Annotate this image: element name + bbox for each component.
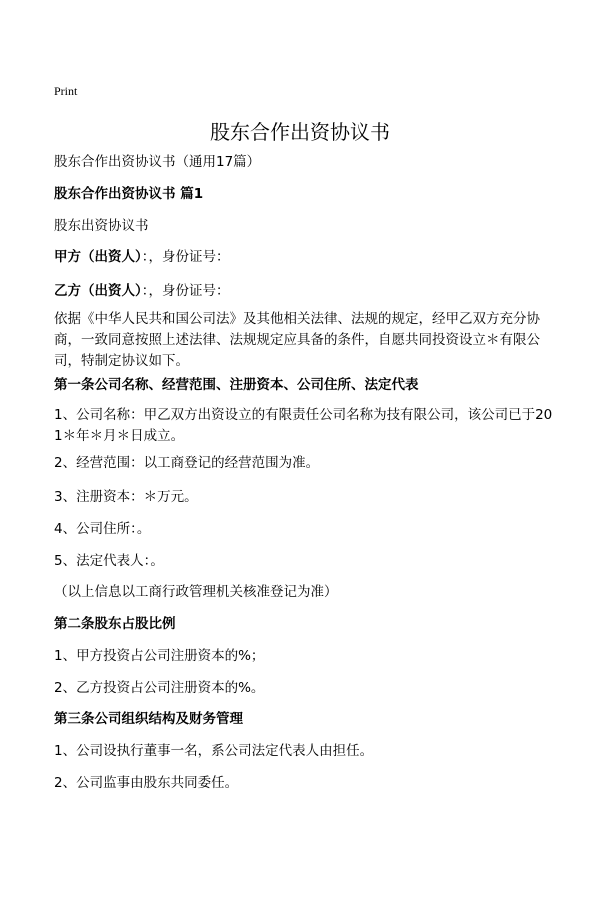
article-3-item-1: 1、公司设执行董事一名，系公司法定代表人由担任。: [54, 743, 374, 759]
document-subtitle: 股东合作出资协议书（通用17篇）: [54, 154, 261, 170]
article-2-item-1: 1、甲方投资占公司注册资本的%；: [54, 648, 265, 664]
print-link[interactable]: Print: [54, 84, 78, 98]
article-1-item-4: 4、公司住所：。: [54, 521, 151, 537]
agreement-name: 股东出资协议书: [54, 218, 149, 234]
article-1-item-2: 2、经营范围：以工商登记的经营范围为准。: [54, 455, 320, 471]
party-a-label: 甲方（出资人）: [54, 249, 142, 265]
party-b-label: 乙方（出资人）: [54, 283, 142, 299]
article-1-item-5: 5、法定代表人：。: [54, 553, 164, 569]
party-b-line: [54, 281, 554, 302]
party-a-line: [54, 247, 554, 268]
article-3-item-2: 2、公司监事由股东共同委任。: [54, 775, 239, 791]
document-title: 股东合作出资协议书: [210, 120, 390, 144]
article-2-item-2: 2、乙方投资占公司注册资本的%。: [54, 680, 265, 696]
party-b-details: ：，身份证号：: [141, 283, 230, 299]
section-heading: 股东合作出资协议书 篇1: [54, 186, 204, 202]
article-1-note: （以上信息以工商行政管理机关核准登记为准）: [54, 584, 338, 600]
article-1-heading: 第一条公司名称、经营范围、注册资本、公司住所、法定代表: [54, 377, 419, 393]
article-2-heading: 第二条股东占股比例: [54, 616, 176, 632]
article-1-item-3: 3、注册资本：＊万元。: [54, 489, 198, 505]
article-1-item-1: 1、公司名称：甲乙双方出资设立的有限责任公司名称为技有限公司，该公司已于201＊年＊月＊日成立。: [54, 407, 553, 444]
intro-paragraph: 依据《中华人民共和国公司法》及其他相关法律、法规的规定，经甲乙双方充分协商，一致同意按照上述法律、法规规定应具备的条件，自愿共同投资设立＊有限公司，特制定协议如下。: [54, 311, 540, 369]
party-a-details: ：，身份证号：: [141, 249, 230, 265]
article-3-heading: 第三条公司组织结构及财务管理: [54, 711, 243, 727]
